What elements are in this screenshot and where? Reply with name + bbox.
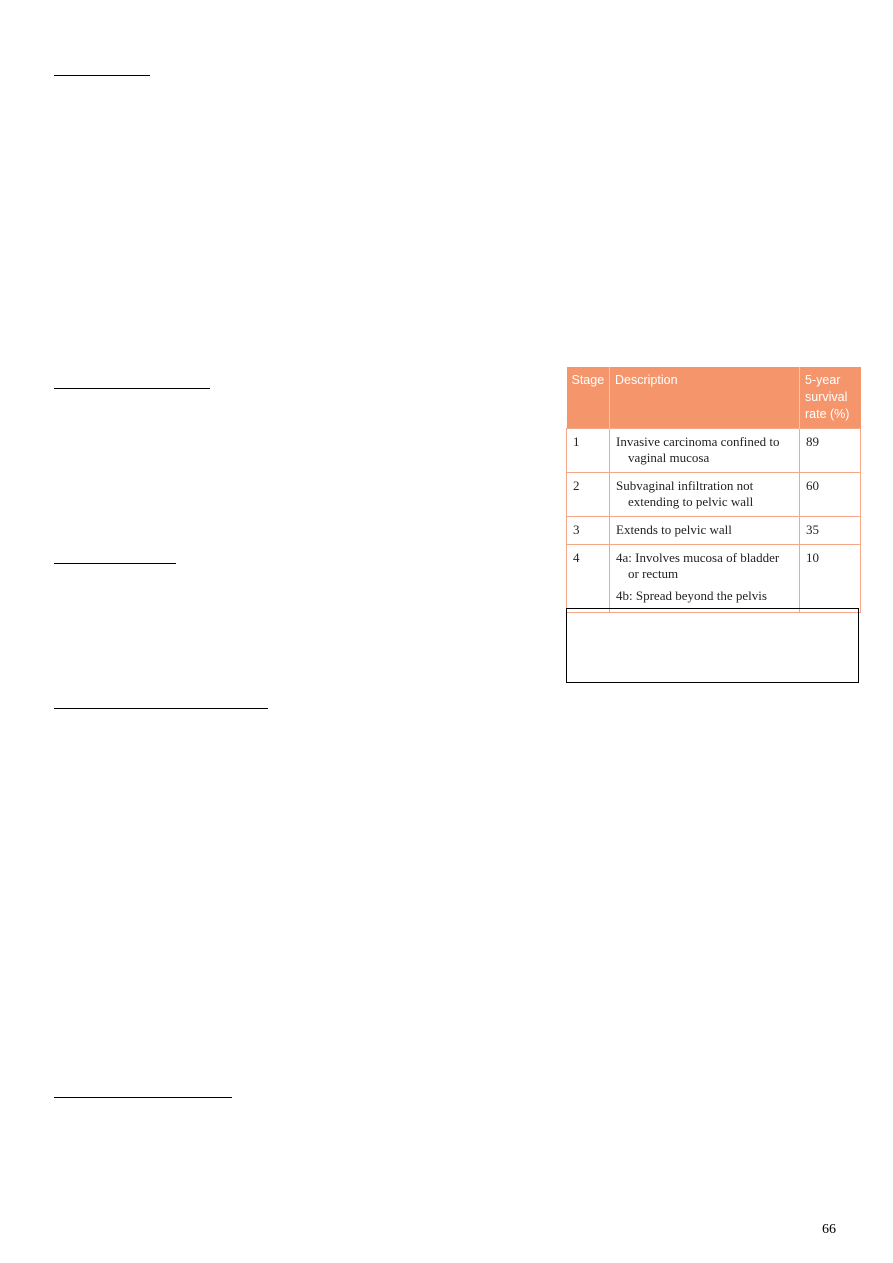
header-survival-rate: 5-year survival rate (%) — [800, 367, 861, 429]
table-row — [567, 517, 861, 545]
description-cell: Invasive carcinoma confined to vaginal mucosa — [610, 429, 800, 473]
table-row — [567, 429, 861, 473]
description-cell: Subvaginal infiltration not extending to pelvic wall — [610, 473, 800, 517]
stage-cell: 3 — [567, 517, 610, 545]
section-heading-rule-2 — [54, 388, 210, 389]
section-heading-rule-3 — [54, 563, 176, 564]
header-description: Description — [610, 367, 800, 429]
survival-rate-cell: 60 — [800, 473, 861, 517]
staging-table — [566, 367, 861, 613]
description-cell: Extends to pelvic wall — [610, 517, 800, 545]
page-number: 66 — [822, 1222, 836, 1237]
caption-box — [566, 608, 859, 683]
survival-rate-cell: 89 — [800, 429, 861, 473]
table-row — [567, 545, 861, 613]
table-row — [567, 473, 861, 517]
survival-rate-cell: 35 — [800, 517, 861, 545]
stage-cell: 4 — [567, 545, 610, 613]
header-stage: Stage — [567, 367, 610, 429]
stage-cell: 2 — [567, 473, 610, 517]
table-header-row — [567, 367, 861, 429]
description-cell: 4a: Involves mucosa of bladder or rectum 4b: Spread beyond the pelvis — [610, 545, 800, 613]
stage-cell: 1 — [567, 429, 610, 473]
section-heading-rule-5 — [54, 1097, 232, 1098]
section-heading-rule-1 — [54, 75, 150, 76]
survival-rate-cell: 10 — [800, 545, 861, 613]
section-heading-rule-4 — [54, 708, 268, 709]
